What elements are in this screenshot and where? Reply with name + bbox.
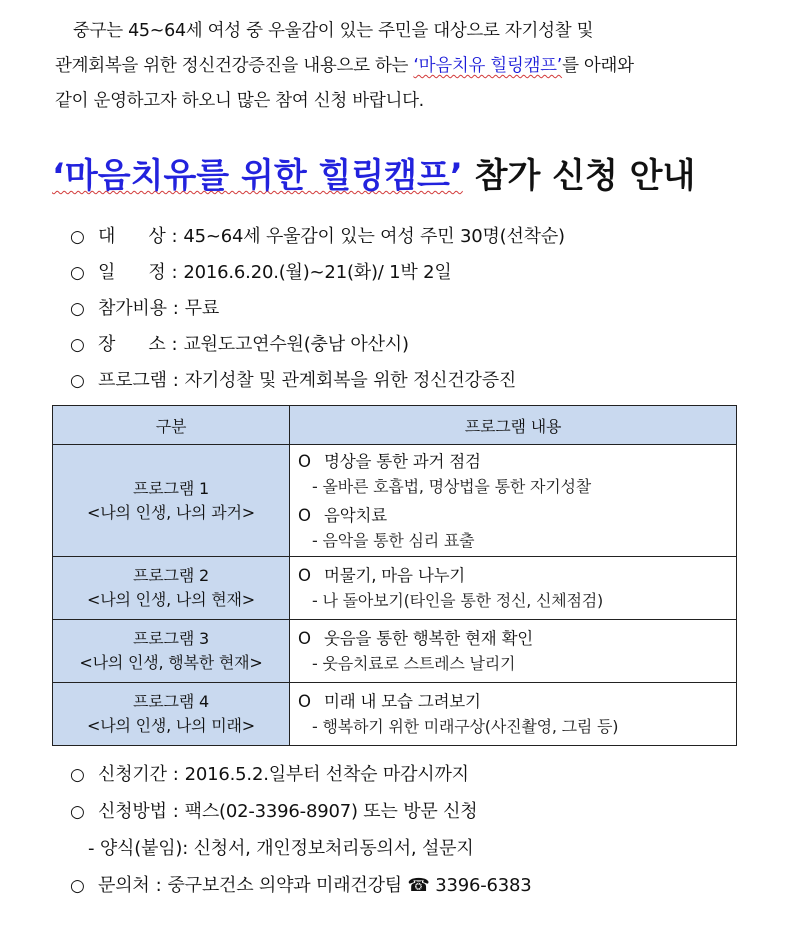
application-period: ○ 신청기간 : 2016.5.2.일부터 선착순 마감시까지 [70, 756, 770, 793]
application-forms: - 양식(붙임): 신청서, 개인정보처리동의서, 설문지 [88, 838, 474, 859]
title-suffix: 참가 신청 안내 [462, 156, 696, 196]
application-info [70, 756, 770, 904]
contact-label: 문의처 [98, 875, 150, 896]
program-item-title: 명상을 통한 과거 점검 [324, 451, 481, 471]
program-item-detail: - 행복하기 위한 미래구상(사진촬영, 그림 등) [312, 717, 619, 736]
circle-bullet-icon: ○ [70, 765, 85, 785]
program-name: 프로그램 2 [133, 566, 209, 585]
circle-bullet-icon: ○ [70, 371, 85, 391]
intro-line-3: 같이 운영하고자 하오니 많은 참여 신청 바랍니다. [55, 91, 424, 111]
table-header-row [53, 406, 737, 445]
info-value: 45~64세 우울감이 있는 여성 주민 30명(선착순) [183, 226, 565, 247]
contact-value: 중구보건소 의약과 미래건강팀 ☎ 3396-6383 [167, 875, 532, 896]
program-content-cell [290, 557, 737, 620]
program-name-cell [53, 683, 290, 746]
table-row [53, 620, 737, 683]
program-name-cell [53, 557, 290, 620]
intro-line-2-end: 를 아래와 [562, 56, 634, 76]
program-name: 프로그램 3 [133, 629, 209, 648]
circle-bullet-icon: ○ [70, 802, 85, 822]
info-value: 교원도고연수원(충남 아산시) [183, 334, 409, 355]
info-list [70, 219, 760, 399]
contact-info: ○ 문의처 : 중구보건소 의약과 미래건강팀 ☎ 3396-6383 [70, 867, 770, 904]
info-label: 장 소 [98, 334, 166, 355]
method-value: 팩스(02-3396-8907) 또는 방문 신청 [184, 801, 478, 822]
circle-bullet-icon: O [298, 451, 311, 471]
table-row [53, 445, 737, 557]
info-label: 프로그램 [98, 370, 167, 391]
program-item-detail: - 웃음치료로 스트레스 날리기 [312, 654, 516, 673]
intro-line-2 [55, 49, 745, 84]
program-name-cell [53, 620, 290, 683]
table-row [53, 683, 737, 746]
column-header-category: 구분 [53, 406, 290, 445]
program-item-title: 머물기, 마음 나누기 [324, 566, 466, 585]
info-value: 2016.6.20.(월)~21(화)/ 1박 2일 [183, 262, 452, 283]
program-item-title: 음악치료 [324, 505, 387, 525]
program-name-cell [53, 445, 290, 557]
info-label: 일 정 [98, 262, 166, 283]
circle-bullet-icon: O [298, 629, 311, 648]
program-item [298, 626, 736, 651]
circle-bullet-icon: ○ [70, 227, 85, 247]
period-label: 신청기간 [98, 764, 167, 785]
intro-line-1: 중구는 45~64세 여성 중 우울감이 있는 주민을 대상으로 자기성찰 및 [73, 21, 594, 41]
program-item [298, 449, 736, 474]
circle-bullet-icon: ○ [70, 299, 85, 319]
program-subtitle: <나의 인생, 나의 현재> [86, 590, 255, 609]
info-label: 대 상 [98, 226, 166, 247]
program-table [52, 405, 737, 746]
circle-bullet-icon: O [298, 566, 311, 585]
program-subtitle: <나의 인생, 나의 미래> [86, 716, 255, 735]
info-label: 참가비용 [98, 298, 167, 319]
circle-bullet-icon: O [298, 505, 311, 525]
program-item [298, 503, 736, 528]
program-item-detail: - 나 돌아보기(타인을 통한 정신, 신체점검) [312, 591, 604, 610]
title-camp-name: ‘마음치유를 위한 힐링캠프’ [52, 156, 463, 196]
column-header-content: 프로그램 내용 [290, 406, 737, 445]
page-title [52, 151, 752, 201]
program-name: 프로그램 1 [133, 478, 209, 498]
program-item-title: 미래 내 모습 그려보기 [324, 692, 481, 711]
info-item-schedule: ○ 일 정 : 2016.6.20.(월)~21(화)/ 1박 2일 [70, 255, 760, 291]
info-item-place: ○ 장 소 : 교원도고연수원(충남 아산시) [70, 327, 760, 363]
intro-line-2-start: 관계회복을 위한 정신건강증진을 내용으로 하는 [55, 56, 414, 76]
program-content-cell [290, 683, 737, 746]
program-content-cell [290, 620, 737, 683]
method-label: 신청방법 [98, 801, 167, 822]
intro-paragraph [55, 14, 745, 119]
circle-bullet-icon: O [298, 692, 311, 711]
info-item-fee: ○ 참가비용 : 무료 [70, 291, 760, 327]
circle-bullet-icon: ○ [70, 263, 85, 283]
program-subtitle: <나의 인생, 나의 과거> [86, 502, 255, 522]
circle-bullet-icon: ○ [70, 876, 85, 896]
program-item-title: 웃음을 통한 행복한 현재 확인 [324, 629, 534, 648]
period-value: 2016.5.2.일부터 선착순 마감시까지 [184, 764, 469, 785]
program-subtitle: <나의 인생, 행복한 현재> [79, 653, 263, 672]
program-item-detail: - 올바른 호흡법, 명상법을 통한 자기성찰 [312, 476, 591, 496]
info-value: 자기성찰 및 관계회복을 위한 정신건강증진 [184, 370, 517, 391]
circle-bullet-icon: ○ [70, 335, 85, 355]
intro-camp-name: ‘마음치유 힐링캠프’ [413, 56, 563, 76]
program-item [298, 689, 736, 714]
program-item-detail: - 음악을 통한 심리 표출 [312, 530, 475, 550]
program-item [298, 563, 736, 588]
info-item-program: ○ 프로그램 : 자기성찰 및 관계회복을 위한 정신건강증진 [70, 363, 760, 399]
table-row [53, 557, 737, 620]
application-method: ○ 신청방법 : 팩스(02-3396-8907) 또는 방문 신청 [70, 793, 770, 830]
info-value: 무료 [184, 298, 220, 319]
program-content-cell [290, 445, 737, 557]
info-item-target: ○ 대 상 : 45~64세 우울감이 있는 여성 주민 30명(선착순) [70, 219, 760, 255]
program-name: 프로그램 4 [133, 692, 209, 711]
